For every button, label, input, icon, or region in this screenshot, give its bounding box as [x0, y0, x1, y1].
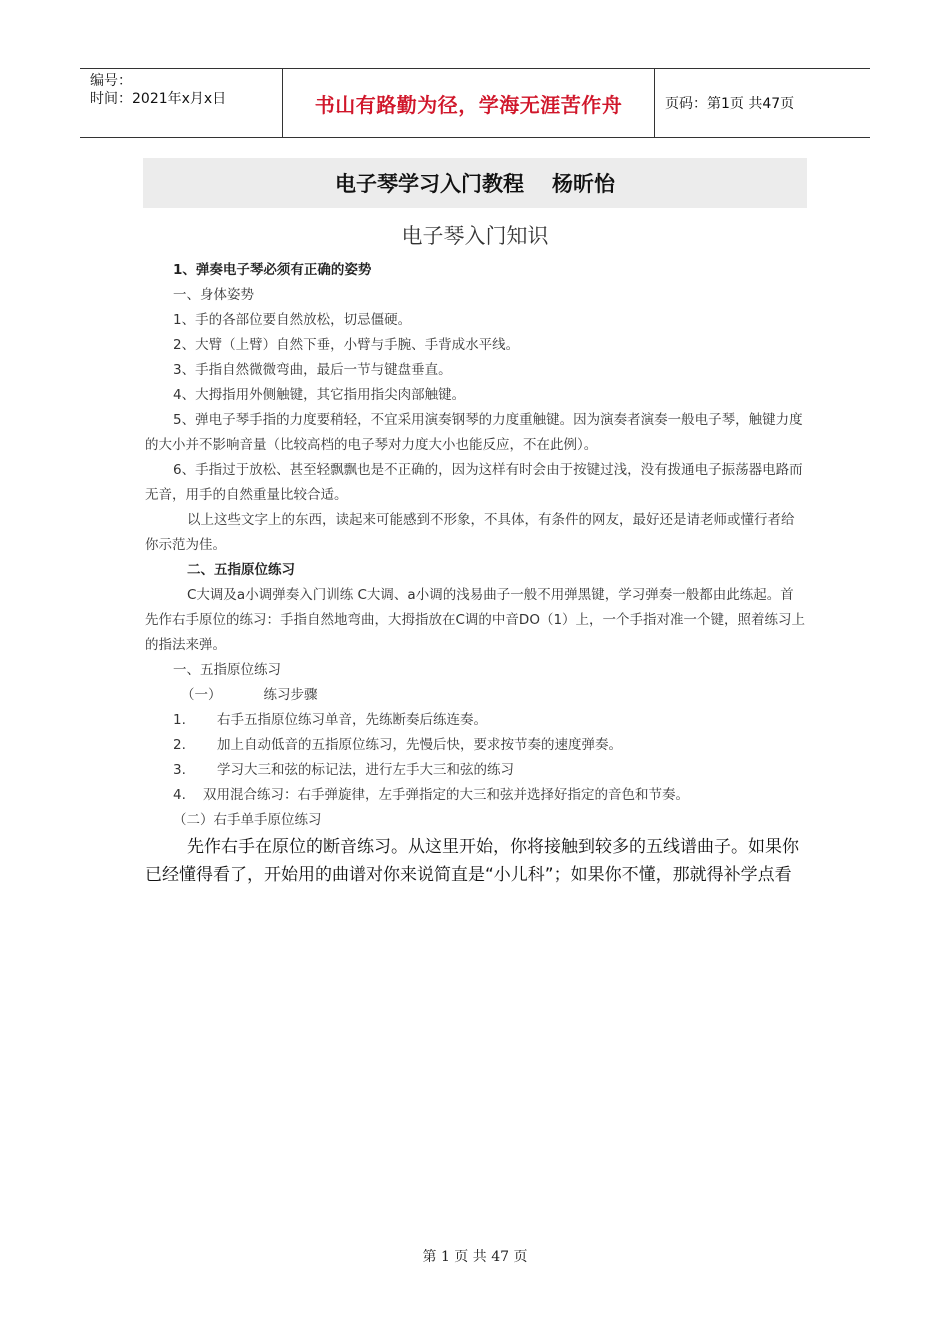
subsection-heading: 一、身体姿势 — [173, 287, 254, 303]
header-meta — [80, 69, 282, 137]
subsection-heading: 一、五指原位练习 — [173, 662, 281, 678]
page-footer: 第 1 页 共 47 页 — [422, 1249, 528, 1265]
posture-item: 6、手指过于放松、甚至轻飘飘也是不正确的，因为这样有时会由于按键过浅，没有拨通电子振荡器电路而无音，用手的自然重量比较合适。 — [145, 462, 803, 503]
step-text: 学习大三和弦的标记法，进行左手大三和弦的练习 — [217, 762, 514, 778]
step-item — [145, 783, 807, 808]
section-heading: 1、弹奏电子琴必须有正确的姿势 — [173, 262, 372, 278]
steps-heading-number: （一） — [181, 687, 222, 703]
posture-item: 2、大臂（上臂）自然下垂，小臂与手腕、手背成水平线。 — [173, 337, 520, 353]
header-page-info: 页码：第1页 共47页 — [665, 96, 795, 112]
step-text: 加上自动低音的五指原位练习，先慢后快，要求按节奏的速度弹奏。 — [217, 737, 622, 753]
document-subtitle: 电子琴入门知识 — [401, 224, 549, 248]
step-number: 4. — [173, 787, 186, 803]
section-heading: 二、五指原位练习 — [187, 562, 295, 578]
step-text: 右手五指原位练习单音，先练断奏后练连奏。 — [217, 712, 487, 728]
step-item — [145, 758, 807, 783]
header-table — [80, 68, 870, 138]
document-number: 编号： — [90, 73, 132, 89]
header-motto: 书山有路勤为径，学海无涯苦作舟 — [282, 69, 655, 137]
posture-item: 4、大拇指用外侧触键，其它指用指尖肉部触键。 — [173, 387, 466, 403]
step-item — [145, 733, 807, 758]
posture-item: 1、手的各部位要自然放松，切忌僵硬。 — [173, 312, 412, 328]
closing-paragraph: 先作右手在原位的断音练习。从这里开始，你将接触到较多的五线谱曲子。如果你已经懂得看了，开始用的曲谱对你来说简直是“小儿科”；如果你不懂，那就得补学点看 — [145, 837, 799, 885]
step-item — [145, 708, 807, 733]
posture-item: 5、弹电子琴手指的力度要稍轻，不宜采用演奏钢琴的力度重触键。因为演奏者演奏一般电子琴，触键力度的大小并不影响音量（比较高档的电子琴对力度大小也能反应，不在此例）。 — [145, 412, 803, 453]
document-body — [145, 258, 807, 889]
step-text: 双用混合练习：右手弹旋律，左手弹指定的大三和弦并选择好指定的音色和节奏。 — [203, 787, 689, 803]
document-date: 时间：2021年x月x日 — [90, 91, 227, 107]
steps-heading — [145, 683, 807, 708]
intro-paragraph: C大调及a小调弹奏入门训练 C大调、a小调的浅易曲子一般不用弹黑键，学习弹奏一般都由此练起。首先作右手原位的练习：手指自然地弯曲，大拇指放在C调的中音DO（1）上，一个手指对准一个键，照着练习上的指法来弹。 — [145, 587, 806, 653]
document-title-band — [143, 158, 807, 208]
step-number: 3. — [173, 762, 186, 778]
subsection-heading: （二）右手单手原位练习 — [173, 812, 322, 828]
note-paragraph: 以上这些文字上的东西，读起来可能感到不形象，不具体，有条件的网友，最好还是请老师或懂行者给你示范为佳。 — [145, 512, 795, 553]
steps-heading-text: 练习步骤 — [263, 687, 318, 703]
step-number: 2. — [173, 737, 186, 753]
posture-item: 3、手指自然微微弯曲，最后一节与键盘垂直。 — [173, 362, 452, 378]
document-title: 电子琴学习入门教程 — [335, 172, 524, 196]
document-author: 杨昕怡 — [552, 172, 615, 196]
step-number: 1. — [173, 712, 186, 728]
